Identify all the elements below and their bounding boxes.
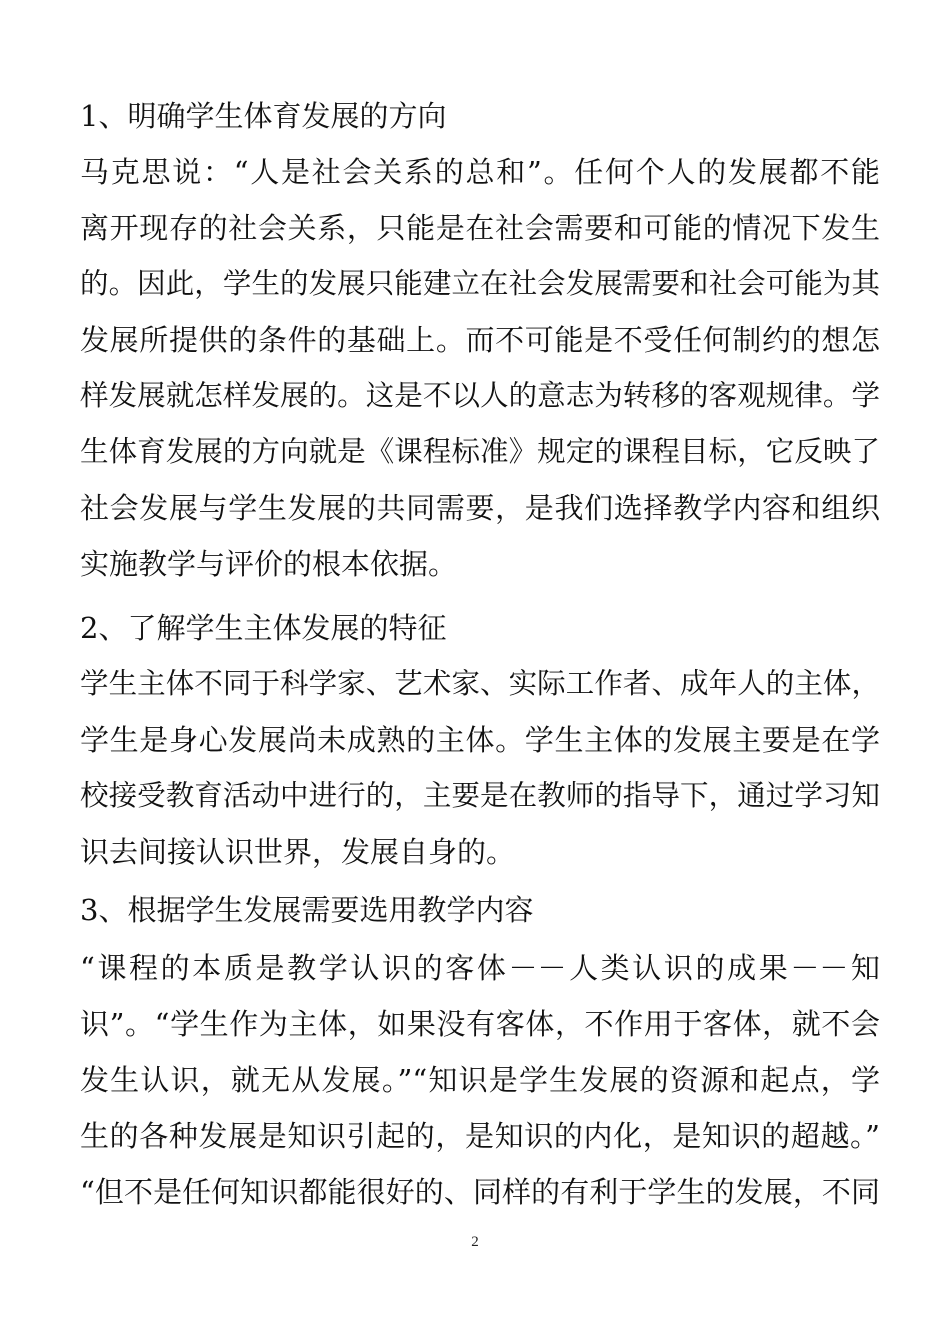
paragraph-line: “但不是任何知识都能很好的、同样的有利于学生的发展，不同 (80, 1175, 880, 1209)
heading-2: 2、了解学生主体发展的特征 (80, 611, 447, 645)
page-number: 2 (471, 1234, 479, 1250)
paragraph-line: 样发展就怎样发展的。这是不以人的意志为转移的客观规律。学 (80, 379, 880, 412)
heading-1: 1、明确学生体育发展的方向 (80, 99, 447, 133)
paragraph-line: 离开现存的社会关系，只能是在社会需要和可能的情况下发生 (80, 211, 880, 245)
paragraph-line: 发生认识，就无从发展。”“知识是学生发展的资源和起点，学 (80, 1063, 880, 1097)
paragraph-line: 校接受教育活动中进行的，主要是在教师的指导下，通过学习知 (80, 779, 880, 812)
paragraph-line: 的。因此，学生的发展只能建立在社会发展需要和社会可能为其 (80, 267, 880, 300)
paragraph-line: 马克思说：“人是社会关系的总和”。任何个人的发展都不能 (80, 155, 880, 189)
paragraph-line: 识去间接认识世界，发展自身的。 (80, 835, 516, 869)
paragraph-line: 生的各种发展是知识引起的，是知识的内化，是知识的超越。” (80, 1119, 880, 1153)
paragraph-line: 生体育发展的方向就是《课程标准》规定的课程目标，它反映了 (80, 435, 880, 468)
paragraph-line: 学生主体不同于科学家、艺术家、实际工作者、成年人的主体， (80, 667, 880, 700)
paragraph-line: 社会发展与学生发展的共同需要，是我们选择教学内容和组织 (80, 491, 880, 525)
heading-3: 3、根据学生发展需要选用教学内容 (80, 893, 534, 927)
paragraph-line: 实施教学与评价的根本依据。 (80, 547, 458, 581)
paragraph-line: 学生是身心发展尚未成熟的主体。学生主体的发展主要是在学 (80, 723, 880, 757)
paragraph-line: 识”。“学生作为主体，如果没有客体，不作用于客体，就不会 (80, 1007, 880, 1041)
paragraph-line: 发展所提供的条件的基础上。而不可能是不受任何制约的想怎 (80, 323, 880, 357)
paragraph-line: “课程的本质是教学认识的客体－－人类认识的成果－－知 (80, 951, 880, 985)
